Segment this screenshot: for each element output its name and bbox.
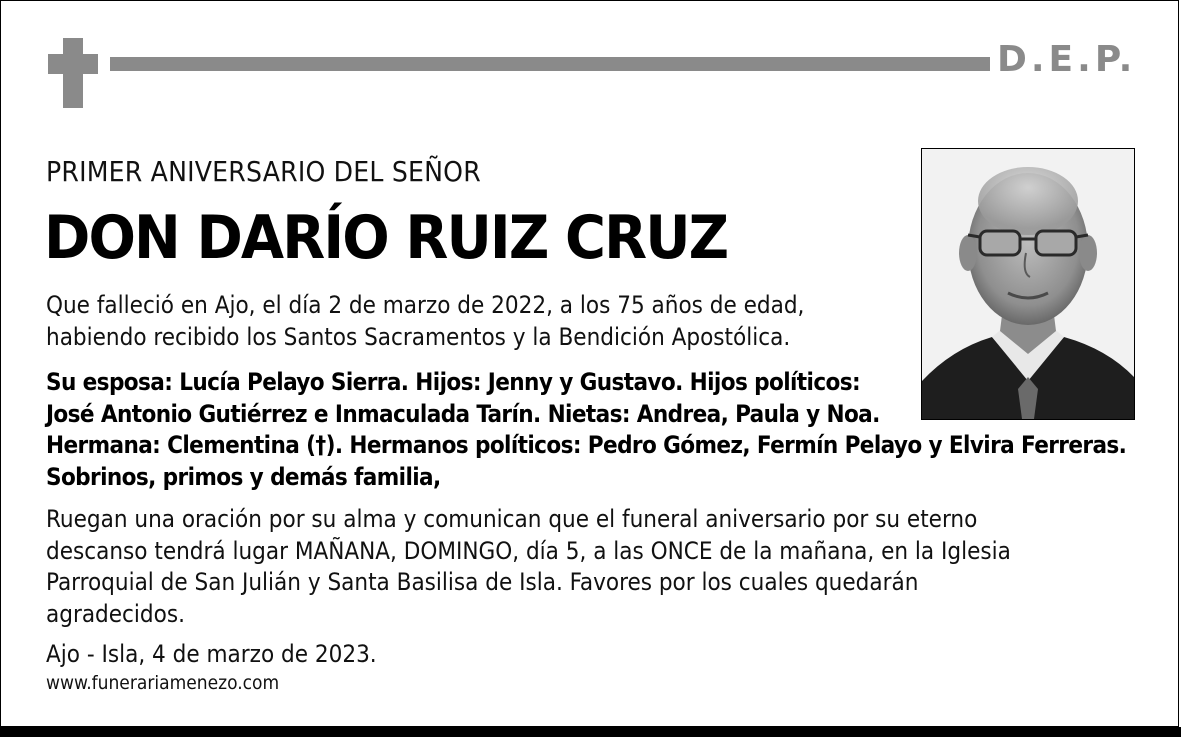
death-line: habiendo recibido los Santos Sacramentos y la Bendición Apostólica. (46, 323, 791, 351)
portrait-photo (921, 148, 1135, 420)
death-line: Que falleció en Ajo, el día 2 de marzo de 2022, a los 75 años de edad, (46, 291, 805, 319)
deceased-name: DON DARÍO RUIZ CRUZ (44, 203, 728, 273)
header-rule (110, 57, 990, 71)
family-line: Su esposa: Lucía Pelayo Sierra. Hijos: Jenny y Gustavo. Hijos políticos: (46, 368, 861, 396)
bottom-bar (0, 727, 1181, 737)
request-line: Parroquial de San Julián y Santa Basilisa de Isla. Favores por los cuales quedarán (46, 568, 919, 596)
request-line: Ruegan una oración por su alma y comunican que el funeral aniversario por su eterno (46, 505, 978, 533)
dep-label: D.E.P. (997, 39, 1137, 80)
family-line: Sobrinos, primos y demás familia, (46, 462, 441, 491)
cross-icon (48, 38, 98, 108)
death-details (46, 289, 804, 353)
place-date: Ajo - Isla, 4 de marzo de 2023. (46, 640, 377, 668)
request-line: descanso tendrá lugar MAÑANA, DOMINGO, día 5, a las ONCE de la mañana, en la Iglesia (46, 536, 1011, 565)
website-link[interactable]: www.funerariamenezo.com (46, 672, 280, 694)
anniversary-intro: PRIMER ANIVERSARIO DEL SEÑOR (46, 155, 481, 188)
request-line: agradecidos. (46, 599, 185, 628)
family-line: José Antonio Gutiérrez e Inmaculada Tarín. Nietas: Andrea, Paula y Noa. (46, 399, 880, 428)
funeral-request (46, 504, 1011, 630)
family-line: Hermana: Clementina (†). Hermanos políticos: Pedro Gómez, Fermín Pelayo y Elvira Ferreras. (46, 431, 1127, 459)
